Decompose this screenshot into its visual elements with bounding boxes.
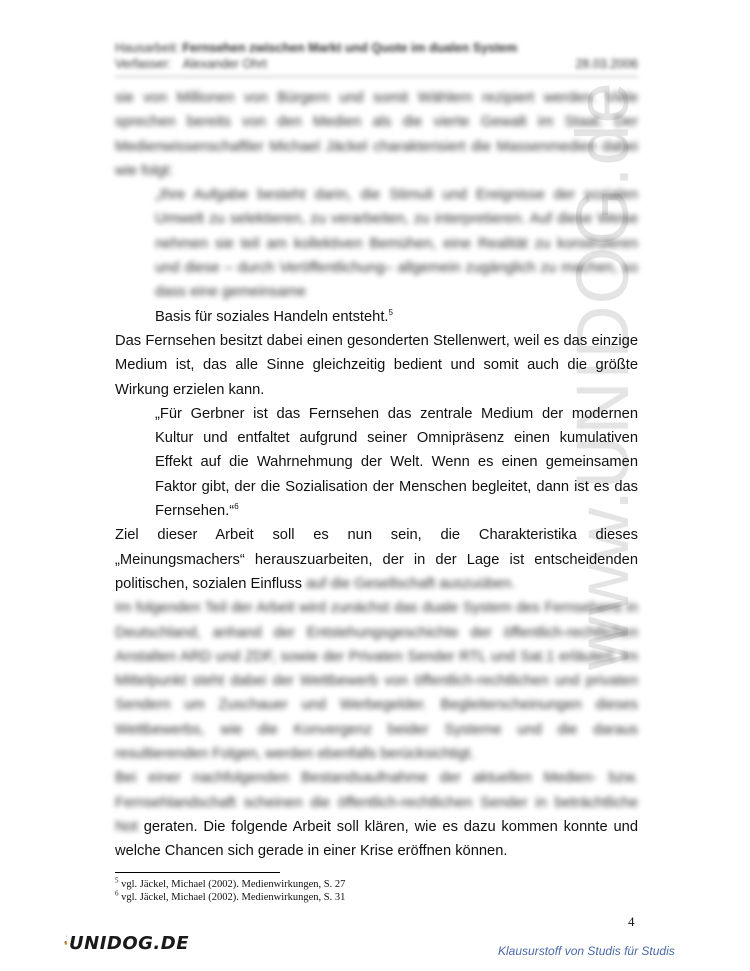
footnote-6-text: vgl. Jäckel, Michael (2002). Medienwirkungen, S. 31 [121,892,346,903]
watermark-text: www.UNIDOG.de [561,81,644,670]
quote-1-blurred: „Ihre Aufgabe besteht darin, die Stimuli und Ereignisse der sozialen Umwelt zu selektieren, zu verarbeiten, zu interpretieren. Auf diese Weise nehmen sie teil am kollektiven Bemühen, eine Realität zu konstruieren und diese – durch Veröffentlichung– allgemein zugänglich zu machen, so dass eine gemeinsame [155,187,638,301]
header-author-name: Alexander Ohrt [182,57,267,71]
header-title [115,40,517,56]
footnote-ref-6[interactable]: 6 [234,502,239,512]
footnote-5-num: 5 [115,876,119,885]
paragraph-5-blurred: Bei einer nachfolgenden Bestandsaufnahme der aktuellen Medien- bzw. Fernsehlandschaft scheinen die öffentlich-rechtlichen Sender in beträchtliche Not [115,770,638,835]
quote-2-text: „Für Gerbner ist das Fernsehen das zentrale Medium der modernen Kultur und entfaltet aufgrund seiner Omnipräsenz einen kumulativen Effekt auf die Wahrnehmung der Welt. Wenn es einen gemeinsamen Faktor gibt, der die Sozialisation der Menschen begleitet, dann ist es das Fernsehen.“ [155,405,638,520]
logo-brand-text: UNIDOG.DE [69,932,189,954]
footnote-ref-5[interactable]: 5 [388,307,393,317]
header-title-prefix: Hausarbeit: [115,41,179,55]
footnote-5-text: vgl. Jäckel, Michael (2002). Medienwirkungen, S. 27 [121,879,346,890]
header-author-row [115,56,638,72]
footer-slogan: Klausurstoff von Studis für Studis [498,944,675,958]
header-author-label: Verfasser: [115,57,172,71]
header-date: 28.03.2006 [575,57,638,71]
paragraph-3 [115,523,638,596]
paw-icon [66,931,67,941]
page-number: 4 [628,914,635,929]
footnote-divider [115,872,280,873]
paragraph-5-visible: geraten. Die folgende Arbeit soll klären, wie es dazu kommen konnte und welche Chancen sich gerade in einer Krise eröffnen können. [115,818,638,860]
paragraph-4: Im folgenden Teil der Arbeit wird zunächst das duale System des Fernsehens in Deutschland, anhand der Entstehungsgeschichte der öffentlich-rechtlichen Anstalten ARD und ZDF, sowie der Privaten Sender RTL und Sat.1 erläutert. Im Mittelpunkt steht dabei der Wettbewerb von öffentlich-rechtlichen und privaten Sendern um Zuschauer und Werbegelder. Begleiterscheinungen dieses Wettbewerbs, wie die Konvergenz beider Systeme und die daraus resultierenden Folgen, werden ebenfalls berücksichtigt. [115,600,638,763]
paragraph-2: Das Fernsehen besitzt dabei einen gesonderten Stellenwert, weil es das einzige Medium ist, das alle Sinne gleichzeitig bedient und somit auch die größte Wirkung erzielen kann. [115,332,638,398]
quote-1 [155,183,638,329]
header-author [115,56,267,72]
unidog-logo[interactable] [64,925,189,961]
footnote-6-num: 6 [115,889,119,898]
quote-2 [155,402,638,523]
paragraph-3-visible: Ziel dieser Arbeit soll es nun sein, die Charakteristika dieses „Meinungsmachers“ herauszuarbeiten, der in der Lage ist entscheidenden politischen, sozialen Einfluss [115,527,638,592]
paragraph-3-blurred: auf die Gesellschaft auszuüben. [306,575,516,592]
paragraph-1: sie von Millionen von Bürgern und somit Wählern rezipiert werden. Viele sprechen bereits von den Medien als die vierte Gewalt im Staat. Der Medienwissenschaftler Michael Jäckel charakterisiert die Massenmedien dabei wie folgt: [115,90,638,179]
footnote-5 [115,878,635,891]
header-divider [115,76,638,77]
footnotes [115,878,635,904]
quote-1-visible: Basis für soziales Handeln entsteht. [155,308,389,325]
page-header [115,40,638,72]
body-text [115,86,638,864]
paragraph-5 [115,766,638,863]
header-title-main: Fernsehen zwischen Markt und Quote im dualen System [182,41,518,55]
header-title-row [115,40,638,56]
footnote-6 [115,891,635,904]
